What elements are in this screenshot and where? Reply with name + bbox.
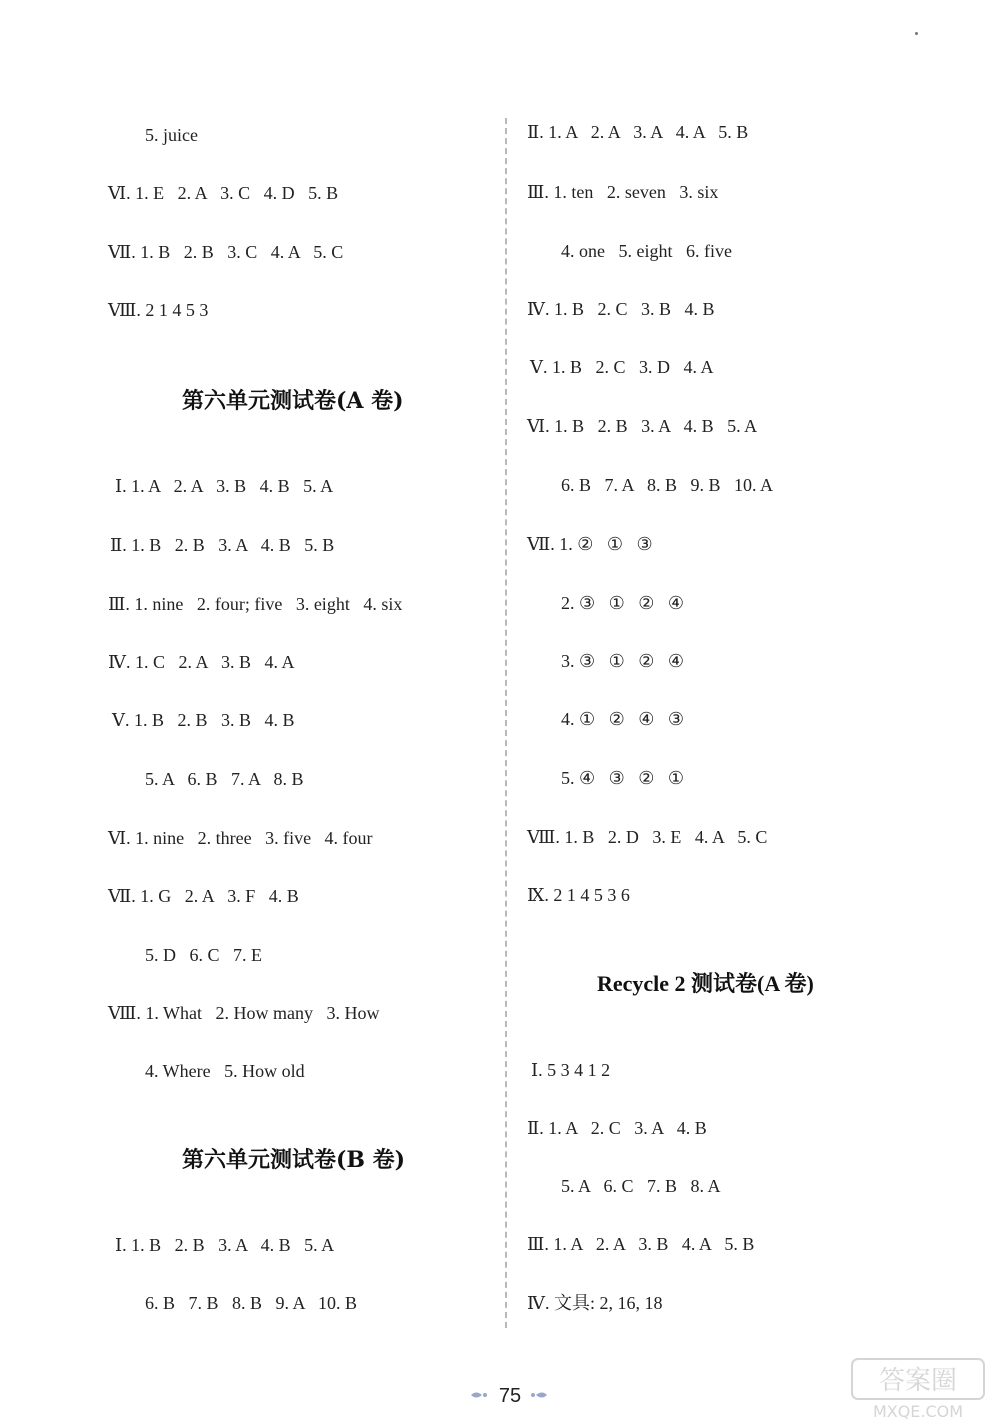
answer-line: Ⅵ. 1. E 2. A 3. C 4. D 5. B: [108, 183, 339, 203]
answer-line: 5. D 6. C 7. E: [145, 945, 262, 965]
answer-line: 5. juice: [145, 125, 198, 145]
answer-line: 6. B 7. A 8. B 9. B 10. A: [561, 475, 774, 495]
svg-text:MXQE.COM: MXQE.COM: [872, 1402, 964, 1421]
answer-line: Ⅱ. 1. A 2. C 3. A 4. B: [527, 1118, 707, 1138]
answer-line: Ⅰ. 1. A 2. A 3. B 4. B 5. A: [115, 476, 334, 496]
answer-line: Ⅵ. 1. nine 2. three 3. five 4. four: [108, 828, 373, 848]
answer-line: Ⅷ. 1. B 2. D 3. E 4. A 5. C: [527, 827, 768, 847]
answer-line: Ⅱ. 1. B 2. B 3. A 4. B 5. B: [110, 535, 335, 555]
answer-line: Ⅷ. 2 1 4 5 3: [108, 300, 209, 320]
section-heading-recycle2-a: Recycle 2 测试卷(A 卷): [597, 971, 814, 996]
answer-line: Ⅳ. 1. B 2. C 3. B 4. B: [527, 299, 715, 319]
answer-line: Ⅴ. 1. B 2. B 3. B 4. B: [112, 710, 295, 730]
svg-text:答案圈: 答案圈: [878, 1366, 958, 1396]
ornament-right-icon: [530, 1390, 548, 1400]
answer-line: Ⅰ. 5 3 4 1 2: [531, 1060, 611, 1080]
watermark-logo-icon: [848, 1353, 988, 1423]
answer-line: Ⅳ. 文具: 2, 16, 18: [527, 1293, 663, 1313]
answer-line: 5. A 6. B 7. A 8. B: [145, 769, 304, 789]
column-divider: [505, 118, 507, 1328]
answer-line: 6. B 7. B 8. B 9. A 10. B: [145, 1293, 358, 1313]
answer-line: Ⅶ. 1. ② ① ③: [527, 534, 653, 554]
answer-line: Ⅸ. 2 1 4 5 3 6: [527, 885, 630, 905]
answer-line: 4. Where 5. How old: [145, 1061, 305, 1081]
section-heading-unit6-a: 第六单元测试卷(A 卷): [182, 388, 404, 414]
answer-line: Ⅶ. 1. G 2. A 3. F 4. B: [108, 886, 299, 906]
answer-line: 5. A 6. C 7. B 8. A: [561, 1176, 721, 1196]
answer-line: Ⅰ. 1. B 2. B 3. A 4. B 5. A: [115, 1235, 335, 1255]
speck: [915, 32, 918, 35]
answer-line: Ⅱ. 1. A 2. A 3. A 4. A 5. B: [527, 122, 749, 142]
answer-line: 3. ③ ① ② ④: [561, 651, 685, 671]
section-heading-unit6-b: 第六单元测试卷(B 卷): [182, 1147, 406, 1173]
answer-line: Ⅲ. 1. A 2. A 3. B 4. A 5. B: [527, 1234, 755, 1254]
page-number: 75: [498, 1385, 522, 1407]
answer-line: Ⅳ. 1. C 2. A 3. B 4. A: [108, 652, 295, 672]
answer-line: 4. one 5. eight 6. five: [561, 241, 732, 261]
answer-line: Ⅵ. 1. B 2. B 3. A 4. B 5. A: [527, 416, 758, 436]
ornament-left-icon: [470, 1390, 488, 1400]
answer-line: 5. ④ ③ ② ①: [561, 768, 685, 788]
answer-line: Ⅲ. 1. nine 2. four; five 3. eight 4. six: [108, 594, 403, 614]
answer-line: 2. ③ ① ② ④: [561, 593, 685, 613]
answer-line: Ⅶ. 1. B 2. B 3. C 4. A 5. C: [108, 242, 344, 262]
answer-line: Ⅷ. 1. What 2. How many 3. How: [108, 1003, 380, 1023]
answer-line: Ⅴ. 1. B 2. C 3. D 4. A: [530, 357, 714, 377]
answer-line: Ⅲ. 1. ten 2. seven 3. six: [527, 182, 719, 202]
answer-line: 4. ① ② ④ ③: [561, 709, 685, 729]
